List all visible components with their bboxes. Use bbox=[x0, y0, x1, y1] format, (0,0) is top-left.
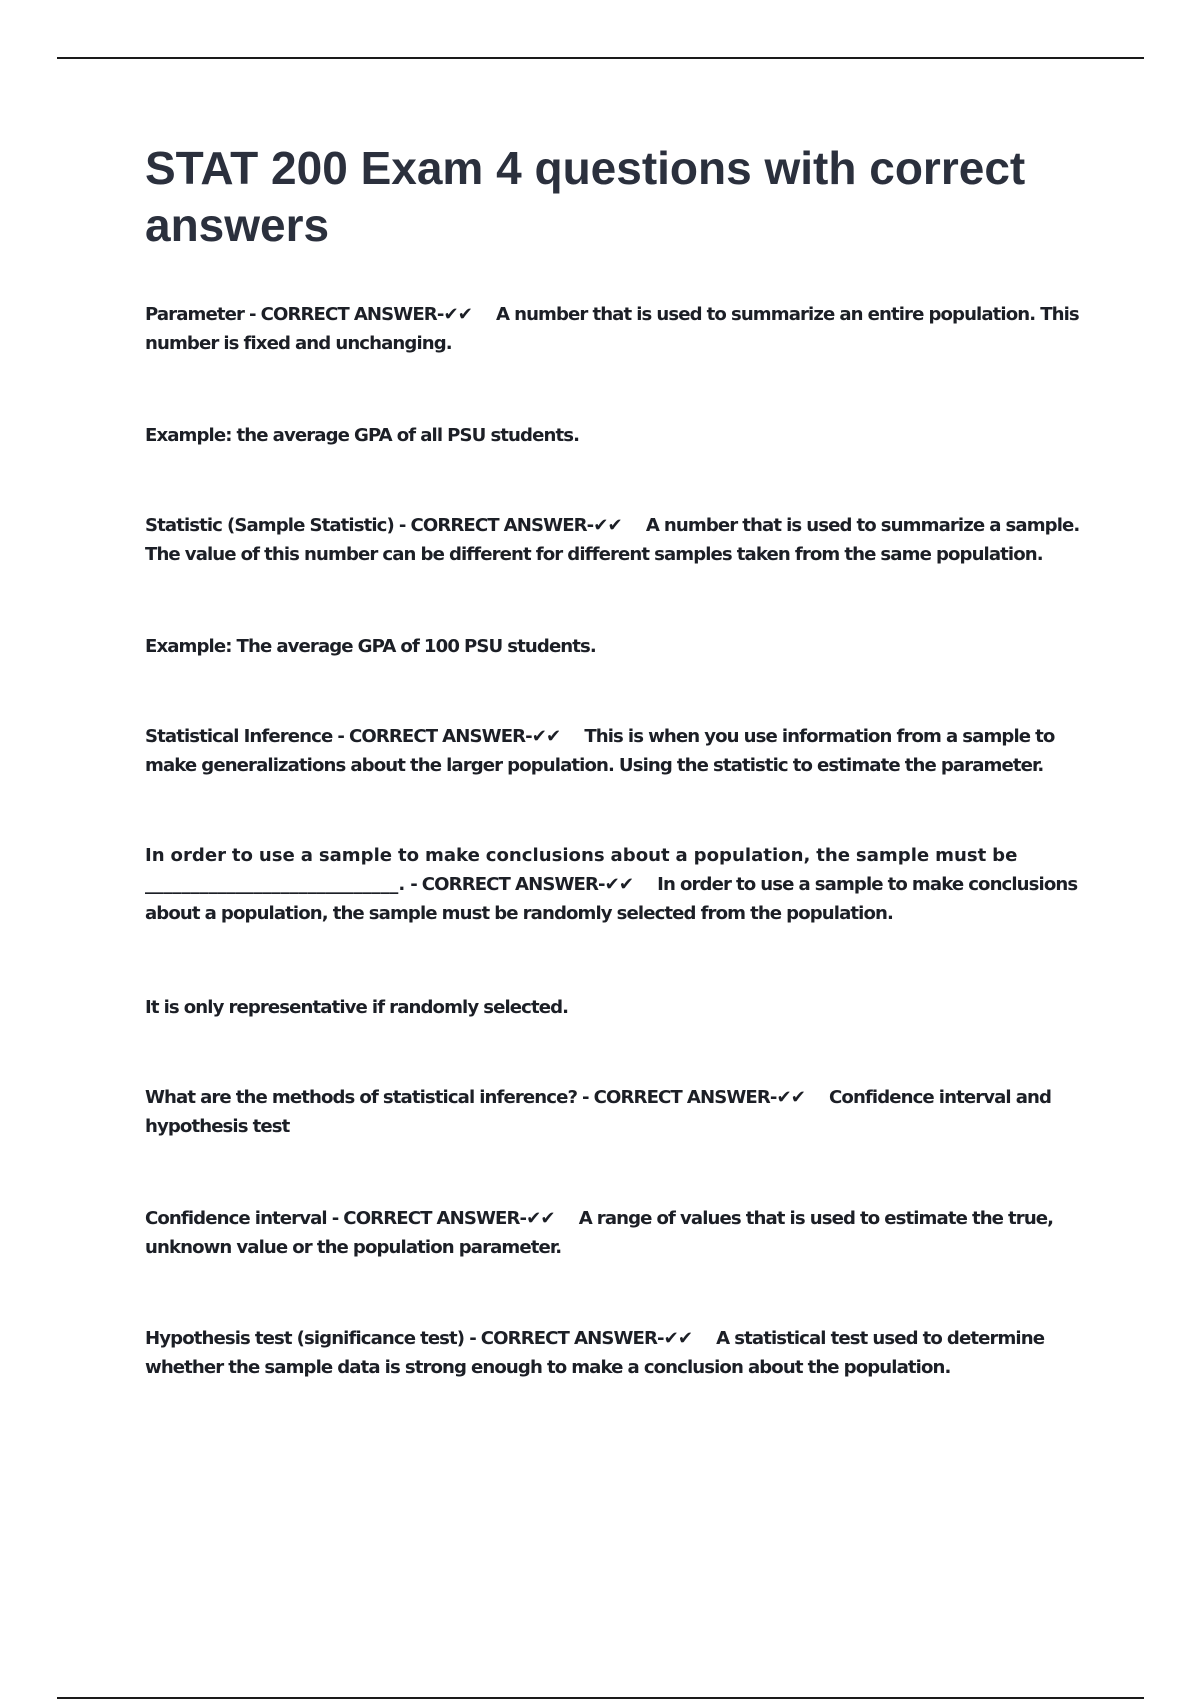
qa-item-parameter bbox=[145, 300, 1085, 358]
note-text: It is only representative if randomly selected. bbox=[145, 997, 569, 1018]
answer-marker: - CORRECT ANSWER-✔✔ bbox=[469, 1328, 693, 1349]
qa-item-confidence-interval bbox=[145, 1204, 1085, 1262]
question-text: In order to use a sample to make conclusions about a population, the sample must be ____________________________. bbox=[145, 845, 1018, 895]
qa-item-inference-methods bbox=[145, 1083, 1085, 1141]
question-text: Statistical Inference bbox=[145, 726, 333, 747]
answer-marker: - CORRECT ANSWER-✔✔ bbox=[398, 515, 622, 536]
question-text: Hypothesis test (significance test) bbox=[145, 1328, 465, 1349]
page-title: STAT 200 Exam 4 questions with correct answers bbox=[145, 142, 1026, 251]
bottom-rule bbox=[57, 1697, 1144, 1699]
answer-marker: - CORRECT ANSWER-✔✔ bbox=[410, 874, 634, 895]
answer-marker: - CORRECT ANSWER-✔✔ bbox=[249, 304, 472, 325]
answer-text: A number that is used to summarize a sample. The value of this number can be different for different samples taken from the same population. bbox=[145, 515, 1080, 565]
example-text: Example: The average GPA of 100 PSU students. bbox=[145, 636, 596, 657]
qa-item-sample-requirement bbox=[145, 841, 1085, 928]
question-text: Confidence interval bbox=[145, 1208, 327, 1229]
answer-marker: - CORRECT ANSWER-✔✔ bbox=[337, 726, 561, 747]
qa-item-statistic bbox=[145, 511, 1085, 569]
answer-text: A range of values that is used to estimate the true, unknown value or the population parameter. bbox=[145, 1208, 1054, 1258]
example-text: Example: the average GPA of all PSU students. bbox=[145, 425, 580, 446]
question-text: What are the methods of statistical inference? bbox=[145, 1087, 578, 1108]
answer-marker: - CORRECT ANSWER-✔✔ bbox=[331, 1208, 555, 1229]
answer-marker: - CORRECT ANSWER-✔✔ bbox=[582, 1087, 806, 1108]
question-text: Statistic (Sample Statistic) bbox=[145, 515, 394, 536]
answer-text: In order to use a sample to make conclusions about a population, the sample must be randomly selected from the population. bbox=[145, 874, 1078, 924]
qa-item-statistical-inference bbox=[145, 722, 1085, 780]
answer-text: Confidence interval and hypothesis test bbox=[145, 1087, 1052, 1137]
answer-text: A statistical test used to determine whether the sample data is strong enough to make a conclusion about the population. bbox=[145, 1328, 1045, 1378]
answer-text: This is when you use information from a sample to make generalizations about the larger population. Using the statistic to estimate the parameter. bbox=[145, 726, 1055, 776]
answer-text: A number that is used to summarize an entire population. This number is fixed and unchanging. bbox=[145, 304, 1079, 354]
question-text: Parameter bbox=[145, 304, 244, 325]
qa-item-hypothesis-test bbox=[145, 1324, 1085, 1382]
top-rule bbox=[57, 57, 1144, 59]
